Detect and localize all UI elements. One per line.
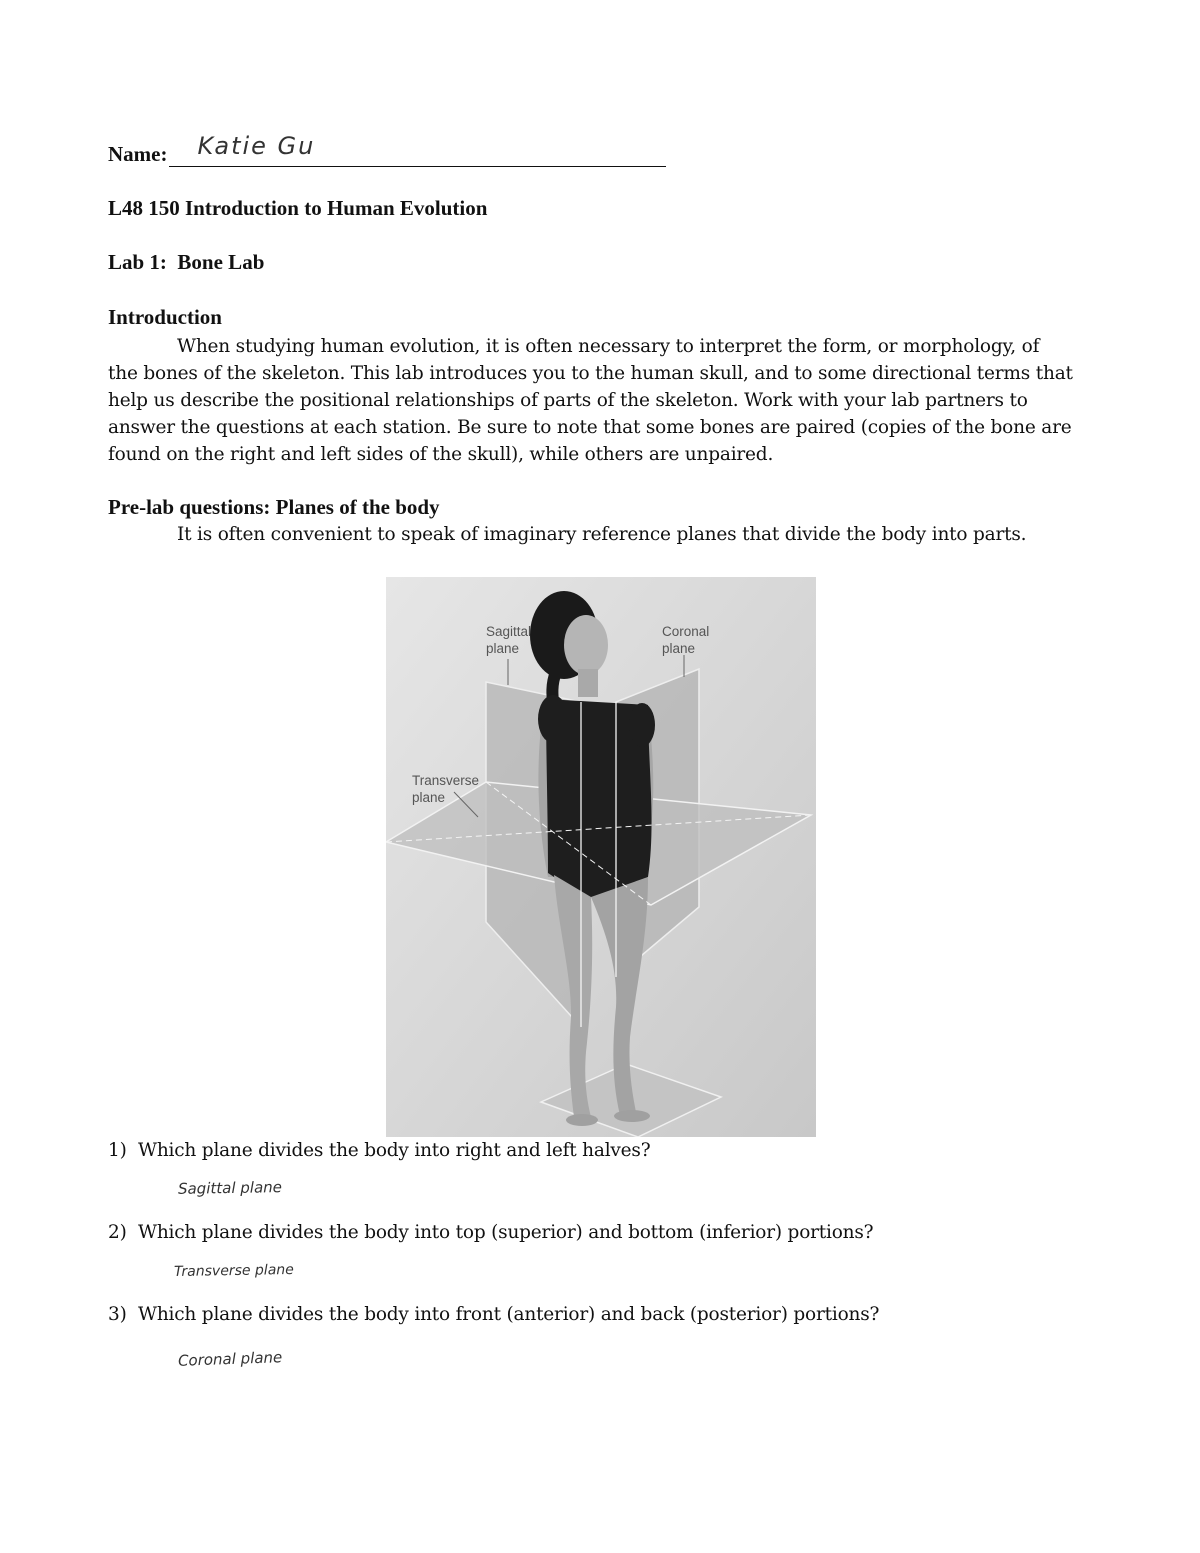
question-number: 1) [108, 1140, 127, 1161]
question-number: 3) [108, 1304, 127, 1325]
name-label: Name: [108, 142, 168, 166]
question-number: 2) [108, 1222, 127, 1243]
answer-2[interactable]: Transverse plane [173, 1261, 294, 1281]
name-handwriting: Katie Gu [197, 132, 316, 160]
name-row [108, 132, 666, 167]
question-text: Which plane divides the body into right and left halves? [138, 1140, 651, 1161]
question-text: Which plane divides the body into front (anterior) and back (posterior) portions? [138, 1304, 880, 1325]
answer-1[interactable]: Sagittal plane [177, 1178, 283, 1198]
answer-3[interactable]: Coronal plane [177, 1348, 283, 1370]
intro-line: help us describe the positional relationships of parts of the skeleton. Work with your lab partners to [108, 390, 1028, 411]
prelab-intro: It is often convenient to speak of imaginary reference planes that divide the body into parts. [177, 524, 1027, 545]
intro-line: the bones of the skeleton. This lab introduces you to the human skull, and to some directional terms that [108, 363, 1073, 384]
intro-line: When studying human evolution, it is often necessary to interpret the form, or morphology, of [177, 336, 1040, 357]
introduction-heading: Introduction [108, 305, 222, 329]
question-1 [108, 1140, 650, 1161]
intro-line: answer the questions at each station. Be sure to note that some bones are paired (copies of the bone are [108, 417, 1072, 438]
intro-line: found on the right and left sides of the skull), while others are unpaired. [108, 444, 774, 465]
name-field[interactable] [169, 132, 666, 167]
course-title: L48 150 Introduction to Human Evolution [108, 196, 488, 220]
question-3 [108, 1304, 879, 1325]
lab-title: Lab 1: Bone Lab [108, 250, 265, 274]
prelab-heading: Pre-lab questions: Planes of the body [108, 495, 440, 519]
question-text: Which plane divides the body into top (superior) and bottom (inferior) portions? [138, 1222, 874, 1243]
body-planes-illustration [386, 577, 816, 1137]
transverse-plane-label: Transverse plane [412, 773, 480, 805]
sagittal-plane-label: Sagittal plane [486, 624, 532, 656]
question-2 [108, 1222, 873, 1243]
introduction-paragraph [108, 333, 1098, 468]
body-planes-figure [386, 577, 816, 1137]
coronal-plane-label: Coronal plane [662, 624, 710, 656]
